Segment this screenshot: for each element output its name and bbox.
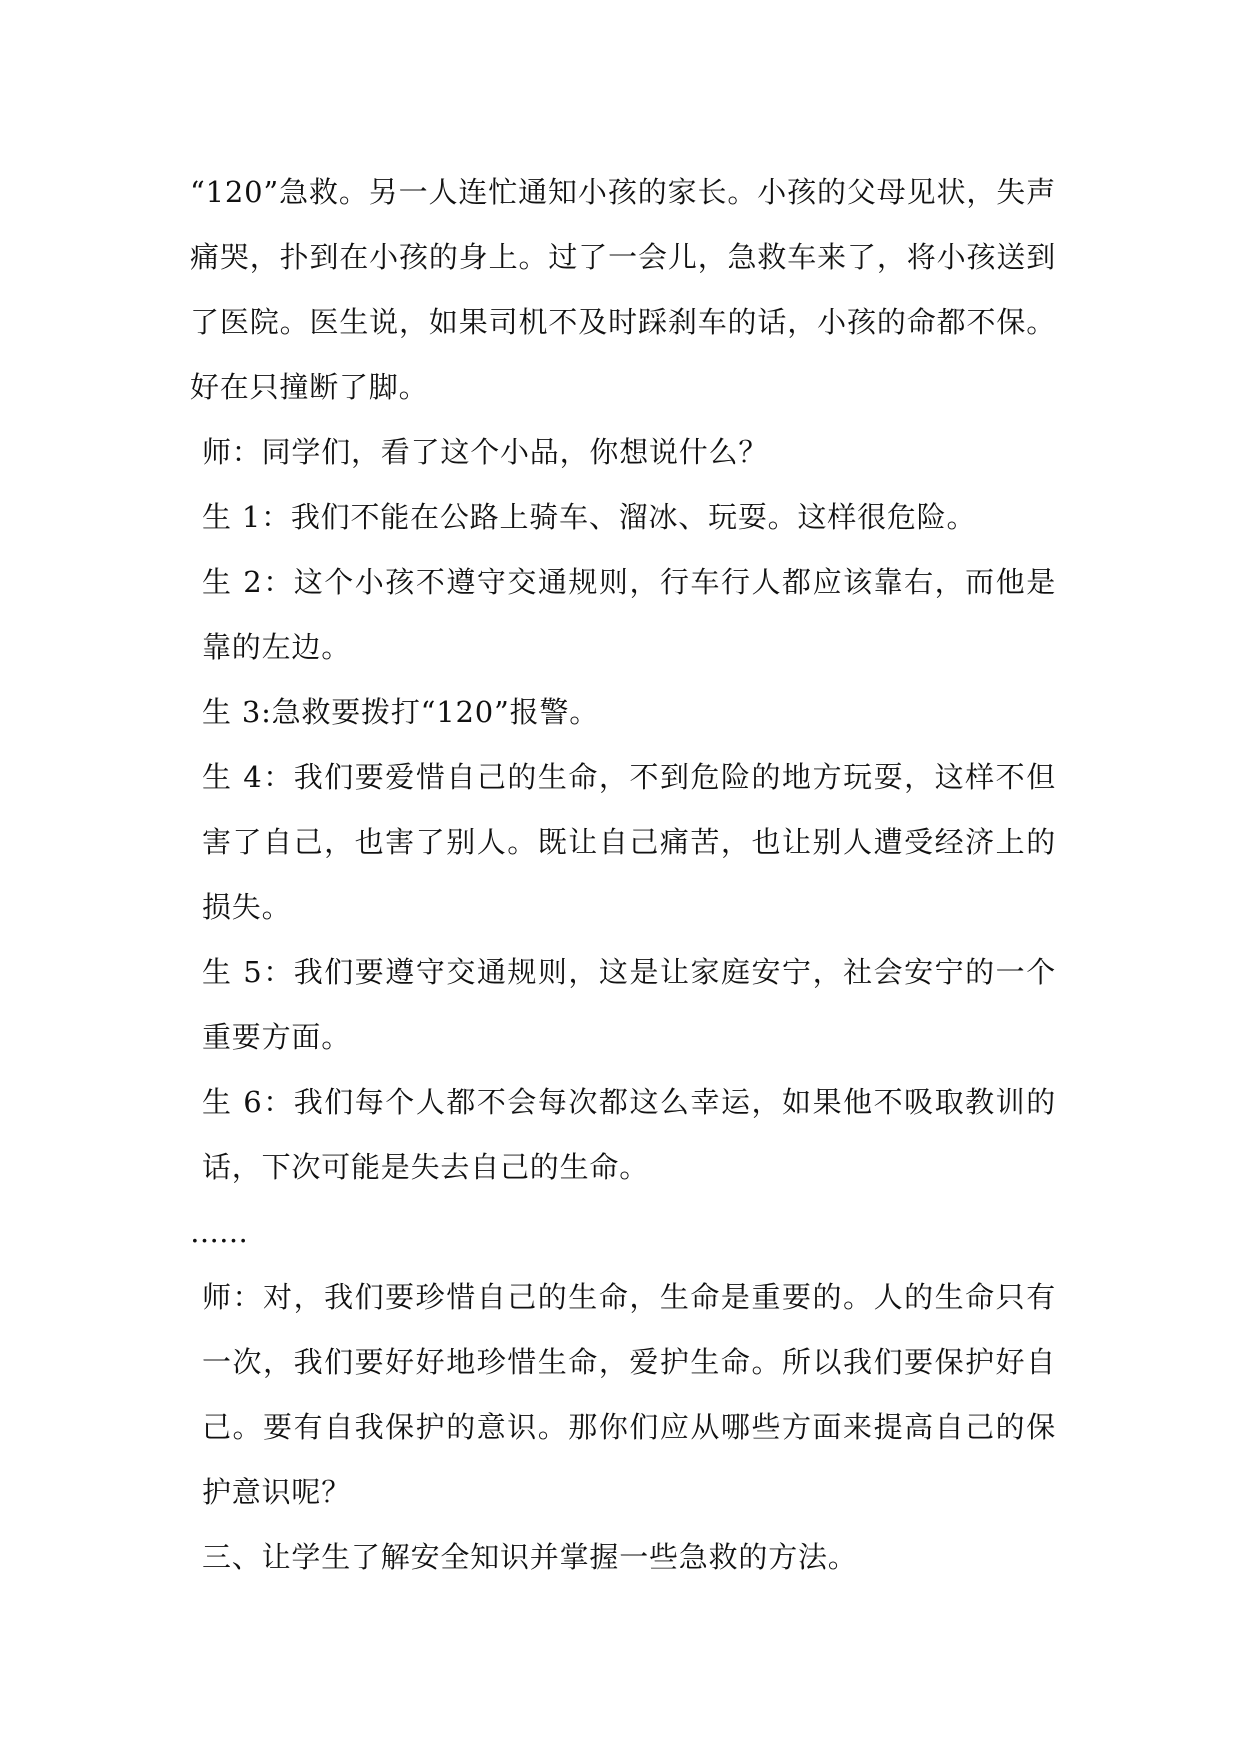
paragraph-ellipsis: ……	[190, 1215, 248, 1249]
paragraph-student-3: 生 3:急救要拨打“120”报警。	[202, 695, 600, 729]
paragraph-teacher-question: 师：同学们，看了这个小品，你想说什么？	[202, 435, 769, 469]
paragraph-story-continuation: “120”急救。另一人连忙通知小孩的家长。小孩的父母见状，失声痛哭，扑到在小孩的身上。过了一会儿，急救车来了，将小孩送到了医院。医生说，如果司机不及时踩刹车的话，小孩的命都不保。好在只撞断了脚。	[190, 175, 1056, 404]
paragraph-student-2: 生 2：这个小孩不遵守交通规则，行车行人都应该靠右，而他是靠的左边。	[202, 565, 1056, 664]
document-body	[190, 160, 1056, 1590]
paragraph-student-1: 生 1：我们不能在公路上骑车、溜冰、玩耍。这样很危险。	[202, 500, 977, 534]
paragraph-student-4: 生 4：我们要爱惜自己的生命，不到危险的地方玩耍，这样不但害了自己，也害了别人。既让自己痛苦，也让别人遭受经济上的损失。	[202, 760, 1056, 924]
section-heading-three: 三、让学生了解安全知识并掌握一些急救的方法。	[202, 1540, 858, 1574]
paragraph-teacher-summary: 师：对，我们要珍惜自己的生命，生命是重要的。人的生命只有一次，我们要好好地珍惜生命，爱护生命。所以我们要保护好自己。要有自我保护的意识。那你们应从哪些方面来提高自己的保护意识呢？	[202, 1280, 1056, 1509]
paragraph-student-6: 生 6：我们每个人都不会每次都这么幸运，如果他不吸取教训的话，下次可能是失去自己的生命。	[202, 1085, 1056, 1184]
paragraph-student-5: 生 5：我们要遵守交通规则，这是让家庭安宁，社会安宁的一个重要方面。	[202, 955, 1056, 1054]
